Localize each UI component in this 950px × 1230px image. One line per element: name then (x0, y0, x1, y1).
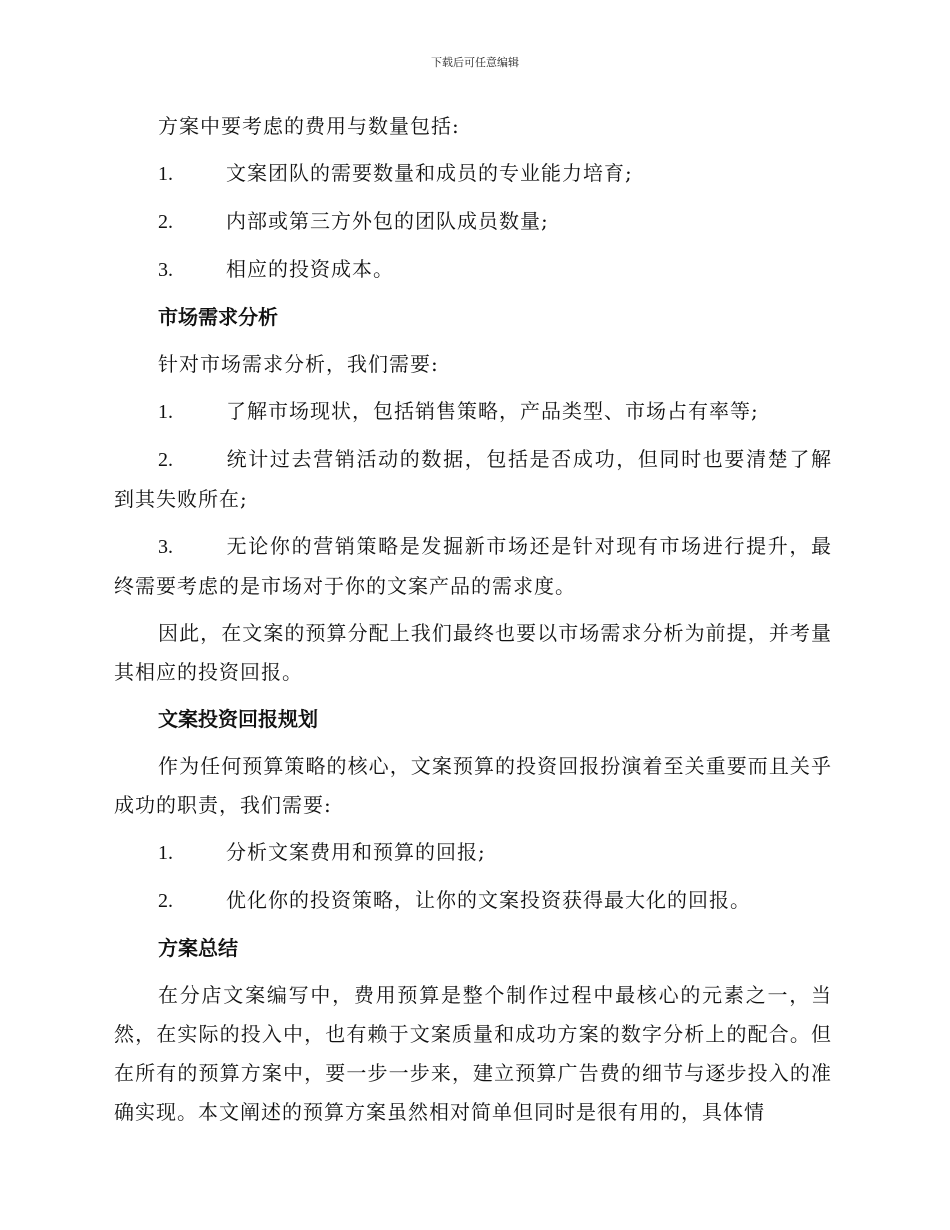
list-item (114, 440, 832, 519)
list-number: 2. (158, 449, 173, 471)
paragraph: 因此，在文案的预算分配上我们最终也要以市场需求分析为前提，并考量其相应的投资回报。 (114, 621, 832, 684)
list-item (114, 202, 832, 242)
paragraph: 在分店文案编写中，费用预算是整个制作过程中最核心的元素之一，当然，在实际的投入中，也有赖于文案质量和成功方案的数字分析上的配合。但在所有的预算方案中，要一步一步来，建立预算广告费的细节与逐步投入的准确实现。本文阐述的预算方案虽然相对简单但同时是很有用的，具体情 (114, 983, 832, 1124)
document-body (114, 107, 832, 1132)
list-item (114, 527, 832, 606)
list-number: 1. (158, 401, 173, 423)
list-number: 3. (158, 259, 173, 281)
list-item-text: 内部或第三方外包的团队成员数量; (226, 209, 549, 233)
list-item (114, 250, 832, 290)
list-item-text: 优化你的投资策略，让你的文案投资获得最大化的回报。 (226, 888, 751, 912)
section-heading: 方案总结 (158, 936, 238, 960)
list-number: 2. (158, 211, 173, 233)
list-item (114, 833, 832, 873)
list-number: 3. (158, 536, 173, 558)
section-heading: 市场需求分析 (158, 305, 278, 329)
list-item-text: 统计过去营销活动的数据，包括是否成功，但同时也要清楚了解到其失败所在; (114, 447, 832, 511)
paragraph: 针对市场需求分析，我们需要: (158, 352, 439, 376)
list-number: 1. (158, 842, 173, 864)
list-item-text: 无论你的营销策略是发掘新市场还是针对现有市场进行提升，最终需要考虑的是市场对于你的文案产品的需求度。 (114, 534, 832, 598)
list-number: 2. (158, 890, 173, 912)
list-item-text: 了解市场现状，包括销售策略，产品类型、市场占有率等; (226, 399, 759, 423)
list-item-text: 分析文案费用和预算的回报; (226, 840, 486, 864)
list-number: 1. (158, 163, 173, 185)
paragraph: 作为任何预算策略的核心，文案预算的投资回报扮演着至关重要而且关乎成功的职责，我们需要: (114, 754, 832, 817)
list-item (114, 154, 832, 194)
paragraph: 方案中要考虑的费用与数量包括: (158, 114, 460, 138)
page-header: 下载后可任意编辑 (431, 56, 519, 69)
list-item (114, 392, 832, 432)
list-item-text: 文案团队的需要数量和成员的专业能力培育; (226, 161, 633, 185)
list-item (114, 881, 832, 921)
list-item-text: 相应的投资成本。 (226, 257, 394, 281)
section-heading: 文案投资回报规划 (158, 707, 318, 731)
